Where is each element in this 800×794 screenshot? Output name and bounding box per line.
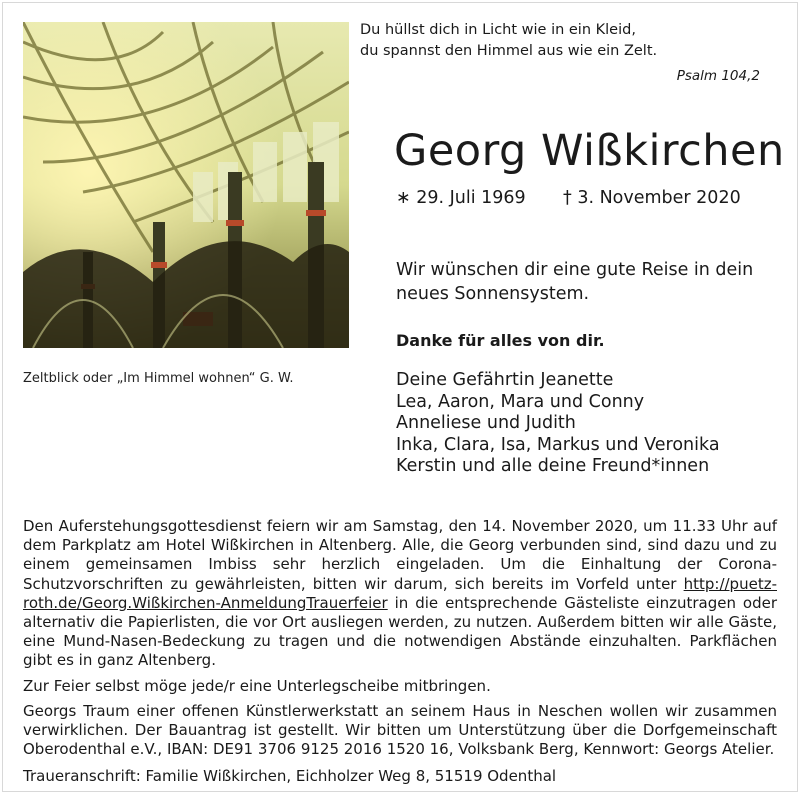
cathedral-vault-photo xyxy=(23,22,349,348)
mourners-list xyxy=(396,370,720,478)
verse-line-1: Du hüllst dich in Licht wie in ein Kleid, xyxy=(360,22,636,38)
mourner-line: Deine Gefährtin Jeanette xyxy=(396,370,614,390)
mourner-line: Lea, Aaron, Mara und Conny xyxy=(396,391,645,412)
photo-caption: Zeltblick oder „Im Himmel wohnen“ G. W. xyxy=(23,371,294,386)
thanks-line: Danke für alles von dir. xyxy=(396,331,605,350)
service-text-after-link: in die entsprechende Gästeliste einzutragen oder alternativ die Papierlisten, die vor Ort ausliegen werden, zu nutzen. Außerdem bitten wir alle Gäste, eine Mund-Nasen-Bedeckung zu tragen und die notwendigen Abstände einzuhalten. Parkflächen gibt es in ganz Altenberg. xyxy=(23,593,777,670)
atelier-donation-paragraph: Georgs Traum einer offenen Künstlerwerkstatt an seinem Haus in Neschen wollen wir zusammen verwirklichen. Der Bauantrag ist gestellt. Wir bitten um Unterstützung über die Dorfgemeinschaft Oberodenthal e.V., IBAN: DE91 3706 9125 2016 1520 16, Volksbank Berg, Kennwort: Georgs Atelier. xyxy=(23,701,777,759)
verse-reference: Psalm 104,2 xyxy=(676,68,760,84)
mourner-line: Kerstin und alle deine Freund*innen xyxy=(396,456,710,476)
wish-line-2: neues Sonnensystem. xyxy=(396,284,590,304)
mourner-line: Anneliese und Judith xyxy=(396,413,576,433)
birth-date: ∗ 29. Juli 1969 xyxy=(396,188,526,208)
guest-list-link[interactable]: http://puetz-roth.de/Georg.Wißkirchen-AnmeldungTrauerfeier xyxy=(23,574,777,612)
deceased-name: Georg Wißkirchen xyxy=(394,126,785,176)
mourner-line: Inka, Clara, Isa, Markus und Veronika xyxy=(396,434,720,455)
death-date: † 3. November 2020 xyxy=(563,188,741,208)
verse-line-2: du spannst den Himmel aus wie ein Zelt. xyxy=(360,43,658,59)
service-text-before-link: Den Auferstehungsgottesdienst feiern wir am Samstag, den 14. November 2020, um 11.33 Uhr auf dem Parkplatz am Hotel Wißkirchen in Altenberg. Alle, die Georg verbunden sind, sind dazu und zu einem gemeinsamen Imbiss sehr herzlich eingeladen. Um die Einhaltung der Corona-Schutzvorschriften zu gewährleisten, bitten wir darum, sich bereits im Vorfeld unter xyxy=(23,517,777,593)
wish-line-1: Wir wünschen dir eine gute Reise in dein xyxy=(396,260,754,280)
service-paragraph xyxy=(23,517,777,671)
mourning-address: Traueranschrift: Familie Wißkirchen, Eichholzer Weg 8, 51519 Odenthal xyxy=(23,767,557,786)
bible-verse xyxy=(360,20,760,87)
service-notice xyxy=(23,517,777,787)
washer-request: Zur Feier selbst möge jede/r eine Unterlegscheibe mitbringen. xyxy=(23,676,491,695)
farewell-wish xyxy=(396,258,766,306)
